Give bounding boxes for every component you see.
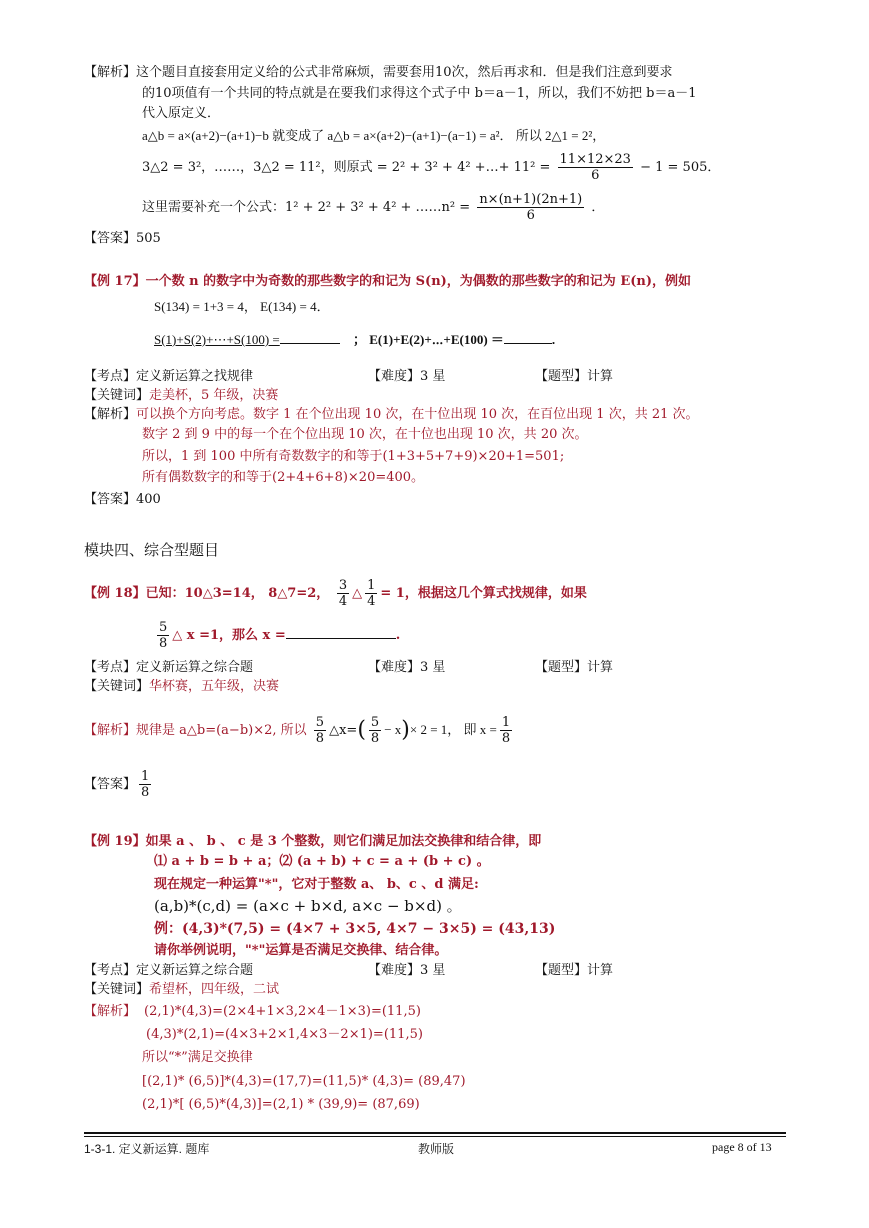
question-line: 【例 17】一个数 n 的数字中为奇数的那些数字的和记为 S(n)，为偶数的那些数字的和记为 E(n)，例如: [84, 274, 691, 289]
keywords: 【关键词】华杯赛，五年级，决赛: [84, 679, 280, 694]
difficulty: 【难度】3 星: [368, 660, 446, 675]
difficulty: 【难度】3 星: [368, 963, 446, 978]
analysis-line: a△b = a×(a+2)−(a+1)−b 就变成了 a△b = a×(a+2)−(a+1)−(a−1) = a²． 所以 2△1 = 2²，: [142, 128, 606, 143]
analysis-line: 所以，1 到 100 中所有奇数数字的和等于(1+3+5+7+9)×20+1=501;: [142, 449, 565, 464]
question-type: 【题型】计算: [535, 369, 614, 384]
question-line: 【例 18】已知：10△3=14， 8△7=2， $\frac{3}{4}$ △ $\frac{1}{4}$ = 1，根据这几个算式找规律，如果: [84, 578, 587, 609]
footer-center: 教师版: [418, 1142, 455, 1156]
analysis-line: 【解析】规律是 a△b=(a−b)×2, 所以 $\frac{5}{8}$ △x=( $\frac{5}{8}$ − x)× 2 = 1， 即 x = $\frac{1}{8}$: [84, 715, 511, 746]
analysis-line: (2,1)*[ (6,5)*(4,3)]=(2,1) * (39,9)= (87,69): [142, 1097, 420, 1112]
meta-row: 【考点】定义新运算之找规律: [84, 369, 254, 384]
footer-rule: [84, 1132, 786, 1134]
analysis-line: 代入原定义．: [142, 106, 221, 121]
fraction: $\frac{11\times 12\times 23}{6}$: [559, 152, 631, 183]
analysis-line: 的10项值有一个共同的特点就是在要我们求得这个式子中 b＝a－1，所以，我们不妨把 b＝a－1: [142, 86, 697, 101]
question-line: ⑴ a + b = b + a；⑵ (a + b) + c = a + (b + c) 。: [154, 854, 490, 869]
section-heading: 模块四、综合型题目: [84, 541, 220, 559]
question-line: S(1)+S(2)+⋯+S(100) = ； E(1)+E(2)+⋯+E(100) ＝ .: [154, 332, 556, 347]
question-line: $\frac{5}{8}$ △ x =1，那么 x = .: [159, 620, 401, 651]
question-line: (a,b)*(c,d) = (a×c + b×d, a×c − b×d) 。: [154, 897, 462, 915]
keywords: 【关键词】希望杯，四年级，二试: [84, 982, 280, 997]
answer: 【答案】505: [84, 231, 161, 246]
analysis-formula: 这里需要补充一个公式：1² + 2² + 3² + 4² + ……n² = $\frac{n\times(n+1)(2n+1)}{6}$ ．: [142, 192, 605, 223]
footer-rule: [84, 1136, 786, 1137]
analysis-line: 【解析】 (2,1)*(4,3)=(2×4+1×3,2×4－1×3)=(11,5): [84, 1004, 421, 1019]
answer: 【答案】400: [84, 492, 161, 507]
jiexi-label: 【解析】: [84, 65, 137, 80]
question-line: 请你举例说明，"*"运算是否满足交换律、结合律。: [154, 943, 448, 958]
question-line: 现在规定一种运算"*"，它对于整数 a、 b、c 、d 满足:: [154, 877, 479, 892]
analysis-line: 这个题目直接套用定义给的公式非常麻烦，需要套用10次，然后再求和．但是我们注意到要求: [136, 65, 673, 80]
analysis-line: 所以“*”满足交换律: [142, 1050, 253, 1065]
difficulty: 【难度】3 星: [368, 369, 446, 384]
analysis-formula: 3△2 = 3²，……，3△2 = 11²，则原式 = 2² + 3² + 4² +…+ 11² = $\frac{11\times 12\times 23}{6}$ − 1 = 505．: [142, 152, 721, 183]
question-line: 例：(4,3)*(7,5) = (4×7 + 3×5, 4×7 − 3×5) = (43,13): [154, 921, 556, 937]
analysis-line: 数字 2 到 9 中的每一个在个位出现 10 次，在十位也出现 10 次，共 20 次。: [142, 427, 588, 442]
fraction: $\frac{n\times(n+1)(2n+1)}{6}$: [479, 192, 583, 223]
analysis-line: [(2,1)* (6,5)]*(4,3)=(17,7)=(11,5)* (4,3)= (89,47): [142, 1074, 466, 1089]
analysis-line: 所有偶数数字的和等于(2+4+6+8)×20=400。: [142, 470, 425, 485]
question-line: 【例 19】如果 a 、 b 、 c 是 3 个整数，则它们满足加法交换律和结合律，即: [84, 834, 542, 849]
analysis-line: 【解析】可以换个方向考虑。数字 1 在个位出现 10 次，在十位出现 10 次，在百位出现 1 次，共 21 次。: [84, 407, 699, 422]
analysis-line: (4,3)*(2,1)=(4×3+2×1,4×3－2×1)=(11,5): [146, 1027, 423, 1042]
question-line: S(134) = 1+3 = 4， E(134) = 4．: [154, 299, 330, 314]
meta-row: 【考点】定义新运算之综合题: [84, 963, 254, 978]
footer-left: 1-3-1. 定义新运算. 题库: [84, 1142, 210, 1156]
meta-row: 【考点】定义新运算之综合题: [84, 660, 254, 675]
answer: 【答案】 $\frac{1}{8}$: [84, 769, 150, 800]
keywords: 【关键词】走美杯，5 年级，决赛: [84, 388, 279, 403]
question-type: 【题型】计算: [535, 963, 614, 978]
question-type: 【题型】计算: [535, 660, 614, 675]
footer-page-number: page 8 of 13: [712, 1140, 772, 1154]
